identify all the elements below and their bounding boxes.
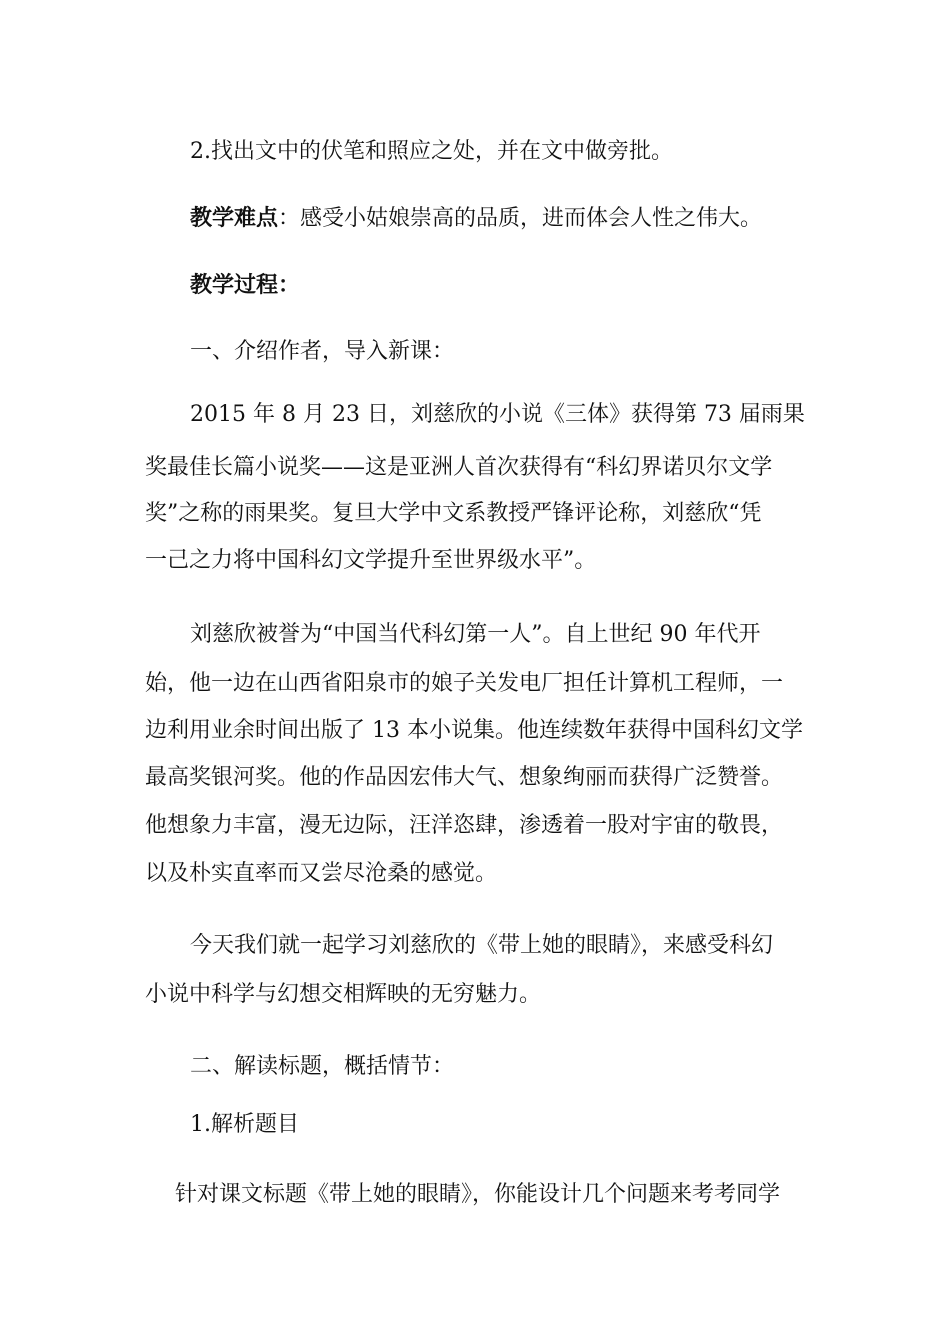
teaching-difficulty — [190, 203, 762, 234]
paragraph-1-line: 一己之力将中国科幻文学提升至世界级水平”。 — [145, 548, 597, 573]
section-2-heading: 二、解读标题，概括情节： — [190, 1054, 455, 1079]
paragraph-2-line: 最高奖银河奖。他的作品因宏伟大气、想象绚丽而获得广泛赞誉。 — [145, 765, 784, 790]
paragraph-3-line: 小说中科学与幻想交相辉映的无穷魅力。 — [145, 982, 542, 1007]
process-heading: 教学过程： — [190, 272, 301, 298]
paragraph-2-line: 以及朴实直率而又尝尽沧桑的感觉。 — [145, 861, 498, 886]
paragraph-2-line: 边利用业余时间出版了 13 本小说集。他连续数年获得中国科幻文学 — [145, 718, 803, 743]
section-1-heading: 一、介绍作者，导入新课： — [190, 339, 455, 364]
paragraph-2-line: 始，他一边在山西省阳泉市的娘子关发电厂担任计算机工程师，一 — [145, 671, 784, 696]
question-line: 针对课文标题《带上她的眼睛》，你能设计几个问题来考考同学 — [175, 1182, 781, 1207]
paragraph-2-line: 他想象力丰富，漫无边际，汪洋恣肆，渗透着一股对宇宙的敬畏， — [145, 813, 784, 838]
paragraph-1-line: 奖”之称的雨果奖。复旦大学中文系教授严锋评论称，刘慈欣“凭 — [145, 501, 762, 526]
difficulty-label: 教学难点 — [190, 205, 279, 231]
paragraph-1-line: 奖最佳长篇小说奖——这是亚洲人首次获得有“科幻界诺贝尔文学 — [145, 455, 773, 480]
difficulty-text: ：感受小姑娘崇高的品质，进而体会人性之伟大。 — [278, 206, 763, 231]
paragraph-2-line: 刘慈欣被誉为“中国当代科幻第一人”。自上世纪 90 年代开 — [190, 622, 761, 647]
objective-item-2: 2.找出文中的伏笔和照应之处，并在文中做旁批。 — [190, 139, 673, 164]
subsection-1-heading: 1.解析题目 — [190, 1112, 299, 1137]
paragraph-1-line: 2015 年 8 月 23 日，刘慈欣的小说《三体》获得第 73 届雨果 — [190, 402, 805, 427]
paragraph-3-line: 今天我们就一起学习刘慈欣的《带上她的眼睛》，来感受科幻 — [190, 933, 774, 958]
